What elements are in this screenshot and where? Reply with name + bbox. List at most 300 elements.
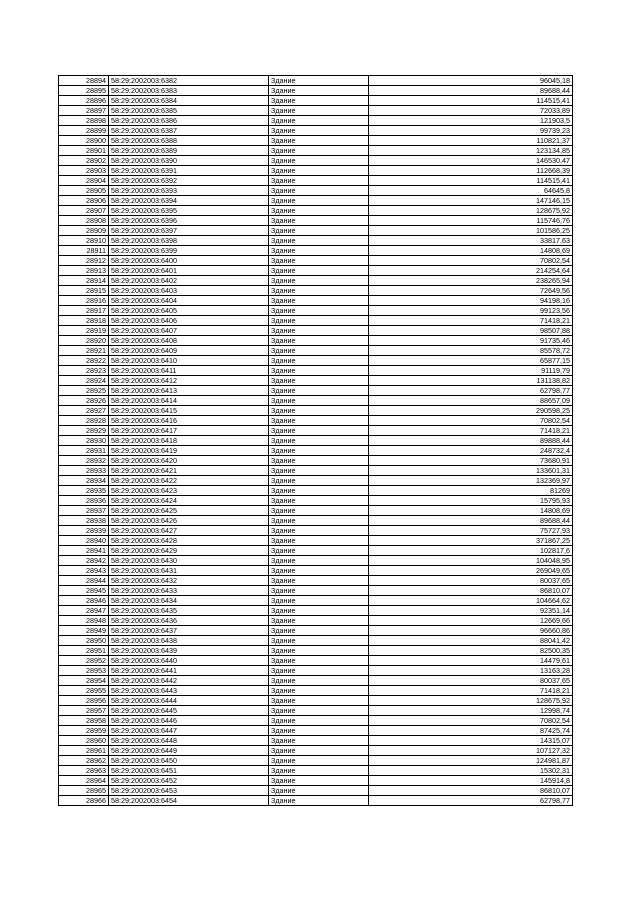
table-row (59, 536, 573, 546)
row-number-cell: 28901 (59, 146, 109, 156)
cadastral-number-cell: 58:29:2002003:6398 (109, 236, 269, 246)
cadastral-value-cell: 14808,69 (369, 246, 573, 256)
row-number-cell: 28926 (59, 396, 109, 406)
table-row (59, 636, 573, 646)
table-row (59, 156, 573, 166)
cadastral-number-cell: 58:29:2002003:6431 (109, 566, 269, 576)
row-number-cell: 28955 (59, 686, 109, 696)
cadastral-number-cell: 58:29:2002003:6383 (109, 86, 269, 96)
table-row (59, 466, 573, 476)
row-number-cell: 28899 (59, 126, 109, 136)
cadastral-number-cell: 58:29:2002003:6438 (109, 636, 269, 646)
table-row (59, 456, 573, 466)
cadastral-value-cell: 104664,62 (369, 596, 573, 606)
object-type-cell: Здание (269, 346, 369, 356)
cadastral-number-cell: 58:29:2002003:6387 (109, 126, 269, 136)
object-type-cell: Здание (269, 566, 369, 576)
cadastral-number-cell: 58:29:2002003:6395 (109, 206, 269, 216)
row-number-cell: 28907 (59, 206, 109, 216)
cadastral-value-cell: 70802,54 (369, 256, 573, 266)
cadastral-value-cell: 131138,82 (369, 376, 573, 386)
object-type-cell: Здание (269, 236, 369, 246)
table-row (59, 756, 573, 766)
object-type-cell: Здание (269, 546, 369, 556)
cadastral-value-cell: 112668,39 (369, 166, 573, 176)
cadastral-value-cell: 33817,63 (369, 236, 573, 246)
row-number-cell: 28952 (59, 656, 109, 666)
row-number-cell: 28929 (59, 426, 109, 436)
object-type-cell: Здание (269, 586, 369, 596)
cadastral-number-cell: 58:29:2002003:6385 (109, 106, 269, 116)
table-row (59, 576, 573, 586)
cadastral-number-cell: 58:29:2002003:6452 (109, 776, 269, 786)
object-type-cell: Здание (269, 106, 369, 116)
table-row (59, 626, 573, 636)
row-number-cell: 28897 (59, 106, 109, 116)
row-number-cell: 28949 (59, 626, 109, 636)
row-number-cell: 28900 (59, 136, 109, 146)
object-type-cell: Здание (269, 166, 369, 176)
table-body (59, 76, 573, 806)
cadastral-number-cell: 58:29:2002003:6424 (109, 496, 269, 506)
row-number-cell: 28898 (59, 116, 109, 126)
object-type-cell: Здание (269, 536, 369, 546)
table-row (59, 266, 573, 276)
table-row (59, 426, 573, 436)
cadastral-value-table (58, 75, 573, 806)
table-row (59, 496, 573, 506)
cadastral-value-cell: 71418,21 (369, 426, 573, 436)
cadastral-value-cell: 98507,88 (369, 326, 573, 336)
row-number-cell: 28905 (59, 186, 109, 196)
table-row (59, 766, 573, 776)
cadastral-value-cell: 371867,25 (369, 536, 573, 546)
table-row (59, 796, 573, 806)
cadastral-number-cell: 58:29:2002003:6401 (109, 266, 269, 276)
object-type-cell: Здание (269, 516, 369, 526)
object-type-cell: Здание (269, 76, 369, 86)
row-number-cell: 28963 (59, 766, 109, 776)
row-number-cell: 28916 (59, 296, 109, 306)
object-type-cell: Здание (269, 226, 369, 236)
row-number-cell: 28965 (59, 786, 109, 796)
cadastral-value-cell: 82500,35 (369, 646, 573, 656)
table-row (59, 366, 573, 376)
row-number-cell: 28946 (59, 596, 109, 606)
cadastral-value-cell: 248732,4 (369, 446, 573, 456)
object-type-cell: Здание (269, 766, 369, 776)
table-row (59, 256, 573, 266)
object-type-cell: Здание (269, 556, 369, 566)
table-row (59, 666, 573, 676)
cadastral-number-cell: 58:29:2002003:6444 (109, 696, 269, 706)
object-type-cell: Здание (269, 446, 369, 456)
cadastral-value-cell: 86810,07 (369, 786, 573, 796)
table-row (59, 446, 573, 456)
object-type-cell: Здание (269, 646, 369, 656)
object-type-cell: Здание (269, 576, 369, 586)
cadastral-value-cell: 107127,32 (369, 746, 573, 756)
object-type-cell: Здание (269, 466, 369, 476)
row-number-cell: 28903 (59, 166, 109, 176)
cadastral-number-cell: 58:29:2002003:6451 (109, 766, 269, 776)
table-row (59, 316, 573, 326)
object-type-cell: Здание (269, 366, 369, 376)
row-number-cell: 28915 (59, 286, 109, 296)
object-type-cell: Здание (269, 716, 369, 726)
object-type-cell: Здание (269, 146, 369, 156)
table-row (59, 696, 573, 706)
cadastral-number-cell: 58:29:2002003:6403 (109, 286, 269, 296)
cadastral-number-cell: 58:29:2002003:6388 (109, 136, 269, 146)
row-number-cell: 28925 (59, 386, 109, 396)
object-type-cell: Здание (269, 786, 369, 796)
object-type-cell: Здание (269, 756, 369, 766)
table-row (59, 176, 573, 186)
table-row (59, 116, 573, 126)
row-number-cell: 28960 (59, 736, 109, 746)
cadastral-number-cell: 58:29:2002003:6453 (109, 786, 269, 796)
cadastral-value-cell: 71418,21 (369, 316, 573, 326)
table-row (59, 126, 573, 136)
object-type-cell: Здание (269, 676, 369, 686)
cadastral-value-cell: 62798,77 (369, 796, 573, 806)
table-row (59, 596, 573, 606)
object-type-cell: Здание (269, 286, 369, 296)
cadastral-value-cell: 89688,44 (369, 516, 573, 526)
cadastral-number-cell: 58:29:2002003:6440 (109, 656, 269, 666)
cadastral-value-cell: 94198,16 (369, 296, 573, 306)
cadastral-value-cell: 85578,72 (369, 346, 573, 356)
cadastral-value-cell: 62798,77 (369, 386, 573, 396)
cadastral-value-cell: 99739,23 (369, 126, 573, 136)
table-row (59, 476, 573, 486)
cadastral-number-cell: 58:29:2002003:6445 (109, 706, 269, 716)
table-row (59, 606, 573, 616)
object-type-cell: Здание (269, 656, 369, 666)
object-type-cell: Здание (269, 636, 369, 646)
table-row (59, 686, 573, 696)
cadastral-number-cell: 58:29:2002003:6433 (109, 586, 269, 596)
table-row (59, 396, 573, 406)
table-row (59, 196, 573, 206)
row-number-cell: 28923 (59, 366, 109, 376)
row-number-cell: 28894 (59, 76, 109, 86)
object-type-cell: Здание (269, 266, 369, 276)
object-type-cell: Здание (269, 376, 369, 386)
object-type-cell: Здание (269, 216, 369, 226)
object-type-cell: Здание (269, 156, 369, 166)
row-number-cell: 28932 (59, 456, 109, 466)
cadastral-value-cell: 88657,09 (369, 396, 573, 406)
cadastral-number-cell: 58:29:2002003:6402 (109, 276, 269, 286)
object-type-cell: Здание (269, 206, 369, 216)
cadastral-value-cell: 92351,14 (369, 606, 573, 616)
cadastral-value-cell: 64645,8 (369, 186, 573, 196)
table-row (59, 706, 573, 716)
table-row (59, 376, 573, 386)
cadastral-value-cell: 80037,65 (369, 676, 573, 686)
cadastral-number-cell: 58:29:2002003:6446 (109, 716, 269, 726)
row-number-cell: 28947 (59, 606, 109, 616)
row-number-cell: 28951 (59, 646, 109, 656)
cadastral-number-cell: 58:29:2002003:6437 (109, 626, 269, 636)
cadastral-value-cell: 101586,25 (369, 226, 573, 236)
cadastral-number-cell: 58:29:2002003:6439 (109, 646, 269, 656)
cadastral-number-cell: 58:29:2002003:6391 (109, 166, 269, 176)
object-type-cell: Здание (269, 606, 369, 616)
object-type-cell: Здание (269, 396, 369, 406)
cadastral-number-cell: 58:29:2002003:6416 (109, 416, 269, 426)
cadastral-number-cell: 58:29:2002003:6413 (109, 386, 269, 396)
cadastral-value-cell: 104048,95 (369, 556, 573, 566)
row-number-cell: 28956 (59, 696, 109, 706)
row-number-cell: 28909 (59, 226, 109, 236)
cadastral-number-cell: 58:29:2002003:6435 (109, 606, 269, 616)
cadastral-number-cell: 58:29:2002003:6449 (109, 746, 269, 756)
table-row (59, 656, 573, 666)
cadastral-number-cell: 58:29:2002003:6419 (109, 446, 269, 456)
object-type-cell: Здание (269, 386, 369, 396)
object-type-cell: Здание (269, 696, 369, 706)
object-type-cell: Здание (269, 316, 369, 326)
table-row (59, 216, 573, 226)
object-type-cell: Здание (269, 486, 369, 496)
table-row (59, 486, 573, 496)
table-row (59, 616, 573, 626)
object-type-cell: Здание (269, 296, 369, 306)
object-type-cell: Здание (269, 616, 369, 626)
row-number-cell: 28919 (59, 326, 109, 336)
cadastral-value-cell: 269049,65 (369, 566, 573, 576)
cadastral-number-cell: 58:29:2002003:6399 (109, 246, 269, 256)
row-number-cell: 28964 (59, 776, 109, 786)
cadastral-value-cell: 87425,74 (369, 726, 573, 736)
cadastral-number-cell: 58:29:2002003:6394 (109, 196, 269, 206)
object-type-cell: Здание (269, 736, 369, 746)
object-type-cell: Здание (269, 416, 369, 426)
cadastral-number-cell: 58:29:2002003:6429 (109, 546, 269, 556)
cadastral-number-cell: 58:29:2002003:6400 (109, 256, 269, 266)
table-row (59, 86, 573, 96)
object-type-cell: Здание (269, 706, 369, 716)
table-row (59, 416, 573, 426)
row-number-cell: 28933 (59, 466, 109, 476)
table-row (59, 296, 573, 306)
object-type-cell: Здание (269, 746, 369, 756)
table-row (59, 146, 573, 156)
object-type-cell: Здание (269, 86, 369, 96)
cadastral-value-cell: 124981,87 (369, 756, 573, 766)
cadastral-value-cell: 88041,42 (369, 636, 573, 646)
object-type-cell: Здание (269, 726, 369, 736)
cadastral-number-cell: 58:29:2002003:6450 (109, 756, 269, 766)
cadastral-value-cell: 128675,92 (369, 206, 573, 216)
row-number-cell: 28922 (59, 356, 109, 366)
table-row (59, 336, 573, 346)
row-number-cell: 28918 (59, 316, 109, 326)
cadastral-value-cell: 238265,94 (369, 276, 573, 286)
cadastral-number-cell: 58:29:2002003:6389 (109, 146, 269, 156)
cadastral-value-cell: 110821,37 (369, 136, 573, 146)
row-number-cell: 28935 (59, 486, 109, 496)
table-row (59, 516, 573, 526)
object-type-cell: Здание (269, 306, 369, 316)
cadastral-value-cell: 75727,93 (369, 526, 573, 536)
table-row (59, 76, 573, 86)
cadastral-value-cell: 89688,44 (369, 86, 573, 96)
row-number-cell: 28896 (59, 96, 109, 106)
row-number-cell: 28931 (59, 446, 109, 456)
table-row (59, 746, 573, 756)
table-row (59, 676, 573, 686)
cadastral-value-cell: 65877,15 (369, 356, 573, 366)
cadastral-number-cell: 58:29:2002003:6420 (109, 456, 269, 466)
row-number-cell: 28936 (59, 496, 109, 506)
table-row (59, 166, 573, 176)
cadastral-number-cell: 58:29:2002003:6430 (109, 556, 269, 566)
object-type-cell: Здание (269, 336, 369, 346)
cadastral-value-cell: 12998,74 (369, 706, 573, 716)
row-number-cell: 28948 (59, 616, 109, 626)
row-number-cell: 28902 (59, 156, 109, 166)
cadastral-value-cell: 146530,47 (369, 156, 573, 166)
cadastral-value-cell: 133601,31 (369, 466, 573, 476)
cadastral-number-cell: 58:29:2002003:6411 (109, 366, 269, 376)
row-number-cell: 28928 (59, 416, 109, 426)
cadastral-number-cell: 58:29:2002003:6426 (109, 516, 269, 526)
row-number-cell: 28911 (59, 246, 109, 256)
table-row (59, 96, 573, 106)
cadastral-number-cell: 58:29:2002003:6406 (109, 316, 269, 326)
object-type-cell: Здание (269, 196, 369, 206)
object-type-cell: Здание (269, 456, 369, 466)
cadastral-value-cell: 14808,69 (369, 506, 573, 516)
cadastral-value-cell: 123134,85 (369, 146, 573, 156)
table-row (59, 386, 573, 396)
row-number-cell: 28917 (59, 306, 109, 316)
cadastral-number-cell: 58:29:2002003:6412 (109, 376, 269, 386)
cadastral-value-cell: 72649,56 (369, 286, 573, 296)
row-number-cell: 28940 (59, 536, 109, 546)
cadastral-number-cell: 58:29:2002003:6415 (109, 406, 269, 416)
object-type-cell: Здание (269, 426, 369, 436)
cadastral-value-cell: 102817,6 (369, 546, 573, 556)
row-number-cell: 28908 (59, 216, 109, 226)
object-type-cell: Здание (269, 776, 369, 786)
cadastral-number-cell: 58:29:2002003:6396 (109, 216, 269, 226)
cadastral-value-cell: 71418,21 (369, 686, 573, 696)
object-type-cell: Здание (269, 126, 369, 136)
cadastral-number-cell: 58:29:2002003:6442 (109, 676, 269, 686)
cadastral-value-cell: 99123,56 (369, 306, 573, 316)
cadastral-value-cell: 89888,44 (369, 436, 573, 446)
table-row (59, 246, 573, 256)
cadastral-number-cell: 58:29:2002003:6408 (109, 336, 269, 346)
row-number-cell: 28934 (59, 476, 109, 486)
cadastral-number-cell: 58:29:2002003:6447 (109, 726, 269, 736)
table-row (59, 406, 573, 416)
table-row (59, 736, 573, 746)
cadastral-number-cell: 58:29:2002003:6448 (109, 736, 269, 746)
row-number-cell: 28920 (59, 336, 109, 346)
table-row (59, 186, 573, 196)
object-type-cell: Здание (269, 96, 369, 106)
cadastral-value-cell: 290598,25 (369, 406, 573, 416)
cadastral-value-cell: 73680,91 (369, 456, 573, 466)
row-number-cell: 28924 (59, 376, 109, 386)
table-row (59, 286, 573, 296)
object-type-cell: Здание (269, 506, 369, 516)
cadastral-value-cell: 115746,76 (369, 216, 573, 226)
table-row (59, 226, 573, 236)
cadastral-value-cell: 81269 (369, 486, 573, 496)
object-type-cell: Здание (269, 496, 369, 506)
cadastral-number-cell: 58:29:2002003:6421 (109, 466, 269, 476)
cadastral-number-cell: 58:29:2002003:6418 (109, 436, 269, 446)
table-row (59, 556, 573, 566)
object-type-cell: Здание (269, 406, 369, 416)
cadastral-number-cell: 58:29:2002003:6434 (109, 596, 269, 606)
row-number-cell: 28961 (59, 746, 109, 756)
table-row (59, 546, 573, 556)
row-number-cell: 28945 (59, 586, 109, 596)
row-number-cell: 28942 (59, 556, 109, 566)
table-row (59, 786, 573, 796)
object-type-cell: Здание (269, 356, 369, 366)
object-type-cell: Здание (269, 796, 369, 806)
object-type-cell: Здание (269, 526, 369, 536)
cadastral-value-cell: 132369,97 (369, 476, 573, 486)
row-number-cell: 28913 (59, 266, 109, 276)
table-row (59, 716, 573, 726)
cadastral-value-cell: 72033,89 (369, 106, 573, 116)
cadastral-value-cell: 12669,66 (369, 616, 573, 626)
row-number-cell: 28910 (59, 236, 109, 246)
table-row (59, 136, 573, 146)
table-row (59, 326, 573, 336)
cadastral-value-cell: 80037,65 (369, 576, 573, 586)
table-row (59, 586, 573, 596)
object-type-cell: Здание (269, 186, 369, 196)
row-number-cell: 28953 (59, 666, 109, 676)
cadastral-number-cell: 58:29:2002003:6422 (109, 476, 269, 486)
cadastral-value-cell: 15795,93 (369, 496, 573, 506)
table-row (59, 306, 573, 316)
cadastral-value-cell: 14315,07 (369, 736, 573, 746)
cadastral-value-cell: 91735,46 (369, 336, 573, 346)
row-number-cell: 28939 (59, 526, 109, 536)
cadastral-value-cell: 128675,92 (369, 696, 573, 706)
table-row (59, 776, 573, 786)
row-number-cell: 28966 (59, 796, 109, 806)
cadastral-number-cell: 58:29:2002003:6427 (109, 526, 269, 536)
object-type-cell: Здание (269, 476, 369, 486)
object-type-cell: Здание (269, 596, 369, 606)
cadastral-value-cell: 96660,86 (369, 626, 573, 636)
cadastral-value-cell: 96045,18 (369, 76, 573, 86)
row-number-cell: 28957 (59, 706, 109, 716)
row-number-cell: 28962 (59, 756, 109, 766)
cadastral-value-cell: 14479,61 (369, 656, 573, 666)
row-number-cell: 28927 (59, 406, 109, 416)
row-number-cell: 28943 (59, 566, 109, 576)
table-row (59, 526, 573, 536)
cadastral-number-cell: 58:29:2002003:6428 (109, 536, 269, 546)
table-row (59, 506, 573, 516)
cadastral-number-cell: 58:29:2002003:6414 (109, 396, 269, 406)
row-number-cell: 28912 (59, 256, 109, 266)
